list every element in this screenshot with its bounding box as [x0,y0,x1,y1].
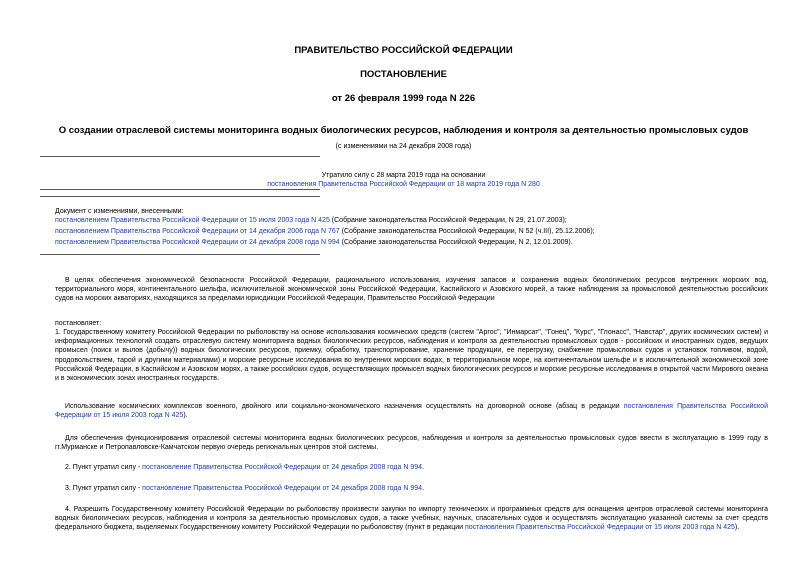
paragraph-text: 4. Разрешить Государственному комитету Российской Федерации по рыболовству произвести закупки по импорту технических и программных средств для оснащения центров отраслевой системы мониторинга водных биологических ресурсов, наблюдения и контроля за деятельностью промысловых судов, а также учебных, научных, спасательных судов и осуществлять эксплуатацию указанной системы за счет средств федерального бюджета, выделяемых Государственному комитету Российской Федерации по рыболовству (пункт в редакции [55,506,768,532]
change-item [55,216,567,225]
repeal-notice: Утратило силу с 28 марта 2019 года на основании [321,172,486,179]
document-title: О создании отраслевой системы мониторинга водных биологических ресурсов, наблюдения и контроля за деятельностью промысловых судов [58,125,749,136]
change-item-link[interactable]: постановлением Правительства Российской Федерации от 24 декабря 2008 года N 994 [55,239,340,246]
repeal-act-link[interactable]: постановление Правительства Российской Федерации от 24 декабря 2008 года N 994 [142,464,423,471]
repeal-act-link[interactable]: постановление Правительства Российской Федерации от 24 декабря 2008 года N 994 [142,485,423,492]
paragraph-text: 2. Пункт утратил силу - [65,464,143,471]
change-item [55,227,595,236]
paragraph-3 [55,484,768,493]
preamble-paragraph: В целях обеспечения экономической безопасности Российской Федерации, рационального использования, изучения запасов и сохранения водных биологических ресурсов внутренних морских вод, территориального моря, континентального шельфа, исключительной экономической зоны Российской Федерации, Каспийского и Азовского морей, а также наблюдения за промысловой деятельностью российских судов на морских акваториях, находящихся за пределами юрисдикции Российской Федерации, Правительство Российской Федерации [55,277,768,303]
repeal-link[interactable]: постановления Правительства Российской Федерации от 18 марта 2019 года N 280 [267,181,540,188]
separator-line [40,196,320,197]
edition-link[interactable]: постановления Правительства Российской Федерации от 15 июля 2003 года N 425 [464,524,735,532]
paragraph-text: ). [183,412,188,420]
paragraph-use-of-space-complexes [55,402,768,420]
paragraph-text: ). [734,524,740,532]
repeal-link-line [0,180,807,189]
document-type: ПОСТАНОВЛЕНИЕ [360,69,447,80]
paragraph-2 [55,463,768,472]
change-item-source: (Собрание законодательства Российской Федерации, N 29, 21.07.2003); [329,217,567,224]
paragraph-text: . [422,464,424,471]
change-item-link[interactable]: постановлением Правительства Российской Федерации от 15 июля 2003 года N 425 [55,217,330,224]
edition-note: (с изменениями на 24 декабря 2008 года) [335,143,472,150]
change-item-link[interactable]: постановлением Правительства Российской Федерации от 14 декабря 2006 года N 767 [55,228,340,235]
paragraph-4 [55,505,768,533]
paragraph-commissioning: Для обеспечения функционирования отраслевой системы мониторинга водных биологических ресурсов, наблюдения и контроля за деятельностью промысловых судов ввести в эксплуатацию в 1999 году в гг.Мурманске и Петропавловске-Камчатском первую очередь региональных центров этой системы. [55,435,768,452]
issuing-authority: ПРАВИТЕЛЬСТВО РОССИЙСКОЙ ФЕДЕРАЦИИ [294,45,513,56]
paragraph-text: 3. Пункт утратил силу - [65,485,143,492]
change-item [55,238,573,247]
paragraph-text: . [422,485,424,492]
paragraph-1: 1. Государственному комитету Российской Федерации по рыболовству на основе использования космических средств (систем "Аргос", "Инмарсат", "Гонец", "Курс", "Глонасс", "Навстар", других космических систем) и информационных технологий создать отраслевую систему мониторинга водных биологических ресурсов, наблюдения и контроля за деятельностью промысловых судов - российских и иностранных судов, ведущих промысел (поиск и вылов (добычу)) водных биологических ресурсов, приемку, обработку, транспортирование, хранение продукции, ее перегрузку, снабжение промысловых судов и установок топливом, водой, продовольствием, тарой и другими материалами) и морские ресурсные исследования во внутренних морских водах, в территориальном море, на континентальном шельфе и в исключительной экономической зоне Российской Федерации, в Каспийском и Азовском морях, а также российских судов, осуществляющих промысел водных биологических ресурсов и морские ресурсные исследования в открытой части Мирового океана и в экономических зонах иностранных государств. [55,329,768,383]
separator-line [40,189,320,190]
document-date: от 26 февраля 1999 года N 226 [331,93,476,104]
edition-link[interactable]: постановления Правительства Российской Федерации от 15 июля 2003 года N 425 [55,403,768,420]
separator-line [40,156,320,157]
change-item-source: (Собрание законодательства Российской Федерации, N 52 (ч.III), 25.12.2006); [339,228,595,235]
changes-heading: Документ с изменениями, внесенными: [55,208,184,215]
paragraph-text: Использование космических комплексов военного, двойного или социально-экономического назначения осуществлять на договорной основе (абзац в редакции [65,403,624,410]
change-item-source: (Собрание законодательства Российской Федерации, N 2, 12.01.2009). [339,239,573,246]
separator-line [40,254,320,255]
resolves-label: постановляет: [55,320,102,327]
